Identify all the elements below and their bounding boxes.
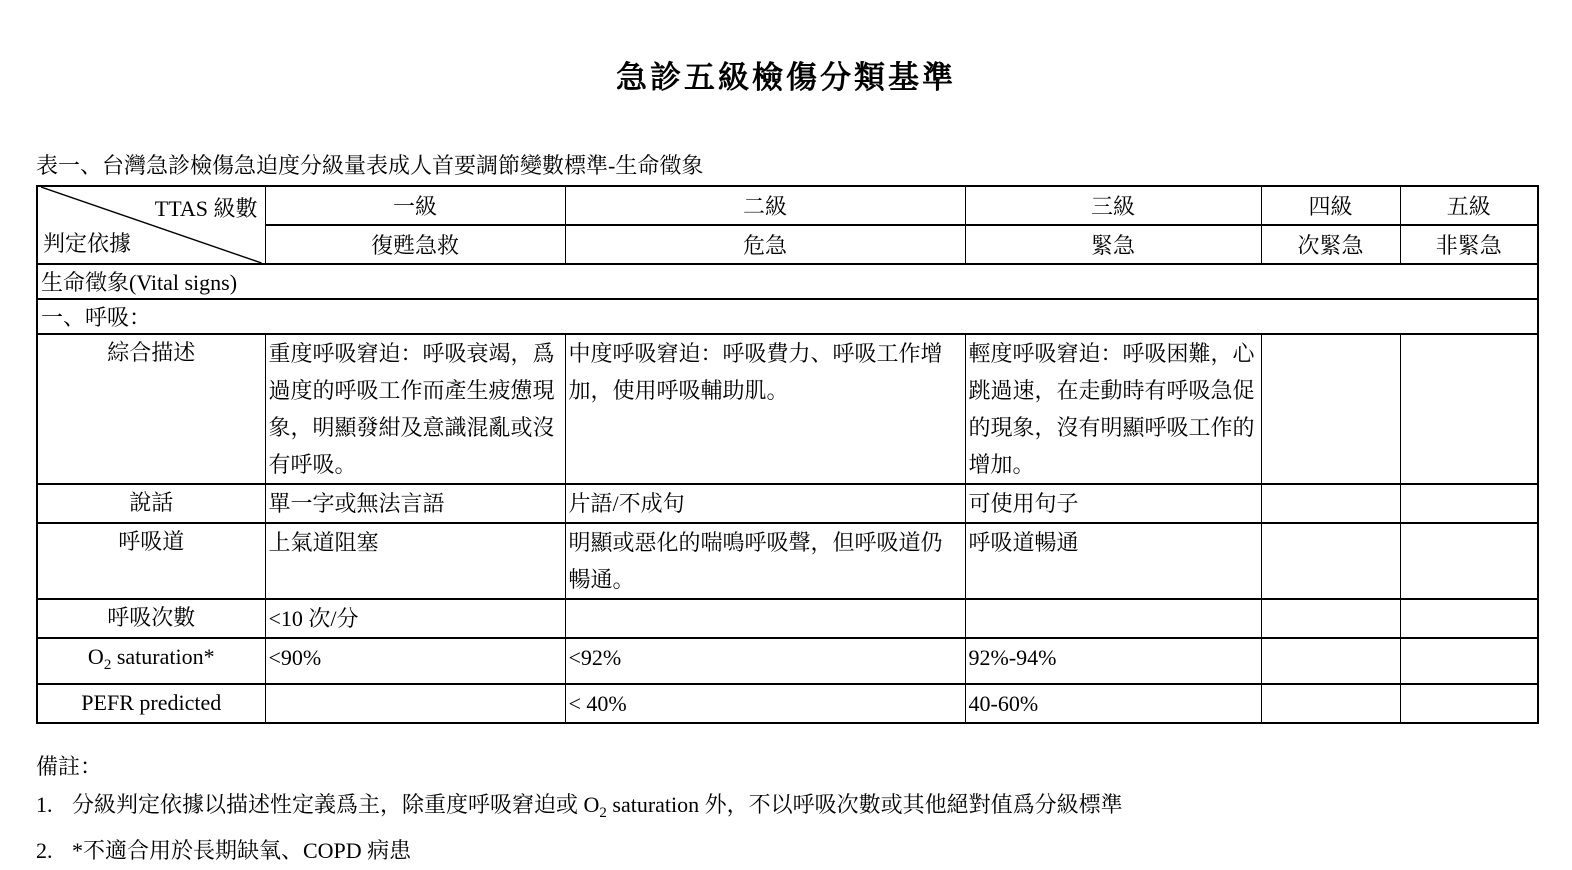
- level-name-5: 非緊急: [1400, 225, 1538, 264]
- table-row-airway: [37, 523, 1538, 599]
- note-text-pre: 分級判定依據以描述性定義爲主，除重度呼吸窘迫或 O: [72, 792, 600, 817]
- level-header-2: 二級: [565, 186, 965, 225]
- data-cell: [1400, 638, 1538, 684]
- corner-label-ttas-level: TTAS 級數: [154, 196, 258, 221]
- corner-label-judgment-basis: 判定依據: [43, 231, 132, 256]
- data-cell: < 40%: [565, 684, 965, 723]
- data-cell: [265, 684, 565, 723]
- notes-heading: 備註：: [36, 754, 103, 779]
- data-cell: 輕度呼吸窘迫：呼吸困難，心跳過速，在走動時有呼吸急促的現象，沒有明顯呼吸工作的增加。: [965, 334, 1261, 484]
- level-name-1: 復甦急救: [265, 225, 565, 264]
- table-row-o2-saturation: [37, 638, 1538, 684]
- note-number: 2.: [36, 838, 53, 863]
- row-label: 呼吸次數: [37, 599, 265, 638]
- data-cell: 中度呼吸窘迫：呼吸費力、呼吸工作增加，使用呼吸輔助肌。: [565, 334, 965, 484]
- note-text: [72, 832, 1536, 870]
- table-row-pefr-predicted: [37, 684, 1538, 723]
- o2-label-post: saturation*: [111, 644, 215, 669]
- data-cell: 可使用句子: [965, 484, 1261, 523]
- row-label: 說話: [37, 484, 265, 523]
- note-item-2: [36, 832, 1536, 870]
- data-cell: [1400, 523, 1538, 599]
- level-header-1: 一級: [265, 186, 565, 225]
- triage-table: [36, 185, 1539, 724]
- row-label: [37, 638, 265, 684]
- table-row-respiratory-rate: [37, 599, 1538, 638]
- level-name-3: 緊急: [965, 225, 1261, 264]
- note-item-1: [36, 786, 1536, 832]
- note-text-post: saturation 外，不以呼吸次數或其他絕對值爲分級標準: [606, 792, 1123, 817]
- level-header-4: 四級: [1261, 186, 1400, 225]
- table-row-overall-description: [37, 334, 1538, 484]
- table-caption: 表一、台灣急診檢傷急迫度分級量表成人首要調節變數標準-生命徵象: [36, 153, 704, 178]
- level-header-3: 三級: [965, 186, 1261, 225]
- o2-label-pre: O: [87, 644, 104, 669]
- page-title: 急診五級檢傷分類基準: [616, 60, 956, 95]
- data-cell: [1400, 484, 1538, 523]
- data-cell: [1261, 334, 1400, 484]
- section-label-vital-signs: 生命徵象(Vital signs): [37, 264, 1538, 299]
- data-cell: [565, 599, 965, 638]
- table-row-speech: [37, 484, 1538, 523]
- data-cell: 40-60%: [965, 684, 1261, 723]
- data-cell: [1261, 684, 1400, 723]
- level-name-4: 次緊急: [1261, 225, 1400, 264]
- row-label: 呼吸道: [37, 523, 265, 599]
- row-label: 綜合描述: [37, 334, 265, 484]
- data-cell: [1400, 599, 1538, 638]
- data-cell: [1400, 684, 1538, 723]
- data-cell: 92%-94%: [965, 638, 1261, 684]
- level-header-row: [37, 186, 1538, 225]
- data-cell: [1261, 638, 1400, 684]
- data-cell: [965, 599, 1261, 638]
- section-label-respiration: 一、呼吸：: [37, 299, 1538, 334]
- data-cell: <92%: [565, 638, 965, 684]
- data-cell: [1400, 334, 1538, 484]
- data-cell: 片語/不成句: [565, 484, 965, 523]
- note-o2-subscript: 2: [599, 805, 607, 821]
- data-cell: <10 次/分: [265, 599, 565, 638]
- corner-cell: [37, 186, 265, 264]
- data-cell: [1261, 599, 1400, 638]
- note-text: [72, 786, 1536, 832]
- data-cell: 呼吸道暢通: [965, 523, 1261, 599]
- o2-subscript: 2: [103, 657, 112, 673]
- section-row-vital-signs: [37, 264, 1538, 299]
- level-header-5: 五級: [1400, 186, 1538, 225]
- data-cell: <90%: [265, 638, 565, 684]
- corner-box: [41, 187, 262, 263]
- data-cell: 上氣道阻塞: [265, 523, 565, 599]
- section-row-respiration: [37, 299, 1538, 334]
- data-cell: 明顯或惡化的喘鳴呼吸聲，但呼吸道仍暢通。: [565, 523, 965, 599]
- notes-section: [36, 748, 1536, 870]
- data-cell: [1261, 523, 1400, 599]
- level-name-2: 危急: [565, 225, 965, 264]
- row-label: PEFR predicted: [37, 684, 265, 723]
- data-cell: 單一字或無法言語: [265, 484, 565, 523]
- note-text-pre: *不適合用於長期缺氧、COPD 病患: [72, 838, 412, 863]
- data-cell: [1261, 484, 1400, 523]
- data-cell: 重度呼吸窘迫：呼吸衰竭，爲過度的呼吸工作而產生疲憊現象，明顯發紺及意識混亂或沒有呼吸。: [265, 334, 565, 484]
- note-number: 1.: [36, 792, 53, 817]
